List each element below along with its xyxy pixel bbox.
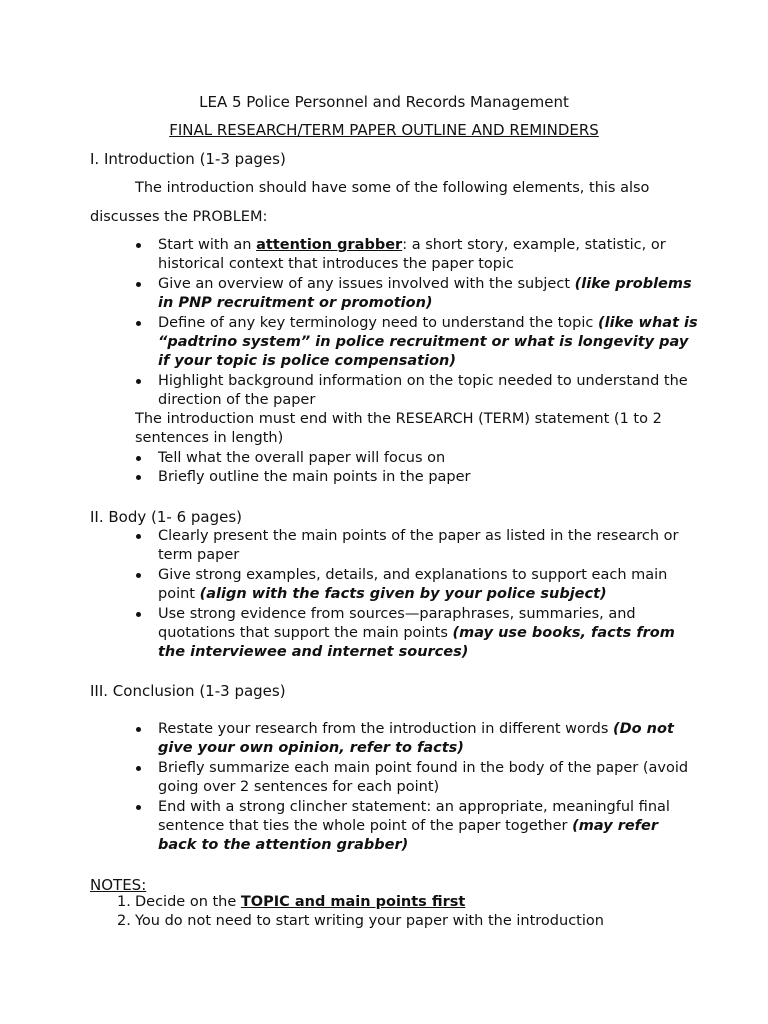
- intro-bullet-list: [158, 236, 698, 411]
- conclusion-heading: III. Conclusion (1-3 pages): [90, 682, 286, 700]
- intro-para-line1: The introduction should have some of the following elements, this also: [135, 180, 650, 196]
- body-heading: II. Body (1- 6 pages): [90, 508, 243, 526]
- list-item: Give an overview of any issues involved with the subject (like problems in PNP recruitment or promotion): [158, 275, 698, 314]
- list-number: 1.: [117, 894, 131, 910]
- bullet-icon: [136, 573, 141, 578]
- bullet-icon: [136, 379, 141, 384]
- topic-emphasis: TOPIC and main points first: [240, 894, 466, 910]
- conclusion-bullet-list: [158, 720, 698, 856]
- list-item: Define of any key terminology need to understand the topic (like what is “padtrino system” in police recruitment or what is longevity pay if your topic is police compensation): [158, 314, 698, 372]
- list-item: Use strong evidence from sources—paraphrases, summaries, and quotations that support the main points (may use books, facts from the interviewee and internet sources): [158, 605, 698, 663]
- list-item: Briefly summarize each main point found in the body of the paper (avoid going over 2 sentences for each point): [158, 759, 698, 798]
- intro-bullet-list-2: [158, 449, 698, 488]
- list-item: Briefly outline the main points in the paper: [158, 468, 698, 487]
- bullet-icon: [136, 456, 141, 461]
- document-title: LEA 5 Police Personnel and Records Management: [199, 93, 569, 111]
- notes-list: [135, 866, 695, 894]
- notes-heading: NOTES:: [90, 876, 147, 894]
- bullet-icon: [136, 475, 141, 480]
- bullet-icon: [136, 612, 141, 617]
- list-item: Tell what the overall paper will focus on: [158, 449, 698, 468]
- bullet-icon: [136, 534, 141, 539]
- list-item: Highlight background information on the topic needed to understand the direction of the paper: [158, 372, 698, 411]
- bullet-icon: [136, 243, 141, 248]
- list-item: Give strong examples, details, and explanations to support each main point (align with the facts given by your police subject): [158, 566, 698, 605]
- list-item: Restate your research from the introduction in different words (Do not give your own opinion, refer to facts): [158, 720, 698, 759]
- notes-item-1: 1. Decide on the TOPIC and main points first: [135, 893, 695, 912]
- bullet-icon: [136, 766, 141, 771]
- body-bullet-list: [158, 527, 698, 663]
- list-item: Clearly present the main points of the paper as listed in the research or term paper: [158, 527, 698, 566]
- bullet-icon: [136, 321, 141, 326]
- list-number: 2.: [117, 913, 131, 929]
- bullet-icon: [136, 282, 141, 287]
- intro-end-statement: The introduction must end with the RESEARCH (TERM) statement (1 to 2 sentences in length): [135, 411, 662, 447]
- list-item: End with a strong clincher statement: an appropriate, meaningful final sentence that ties the whole point of the paper together (may refer back to the attention grabber): [158, 798, 698, 856]
- document-subtitle: FINAL RESEARCH/TERM PAPER OUTLINE AND REMINDERS: [169, 121, 599, 139]
- intro-para-line2: discusses the PROBLEM:: [90, 209, 268, 225]
- bullet-icon: [136, 805, 141, 810]
- intro-heading: I. Introduction (1-3 pages): [90, 150, 286, 168]
- notes-item-2: 2. You do not need to start writing your paper with the introduction: [135, 912, 695, 931]
- list-item: Start with an attention grabber: a short story, example, statistic, or historical context that introduces the paper topic: [158, 236, 698, 275]
- bullet-icon: [136, 727, 141, 732]
- attention-grabber-term: attention grabber: [256, 237, 403, 253]
